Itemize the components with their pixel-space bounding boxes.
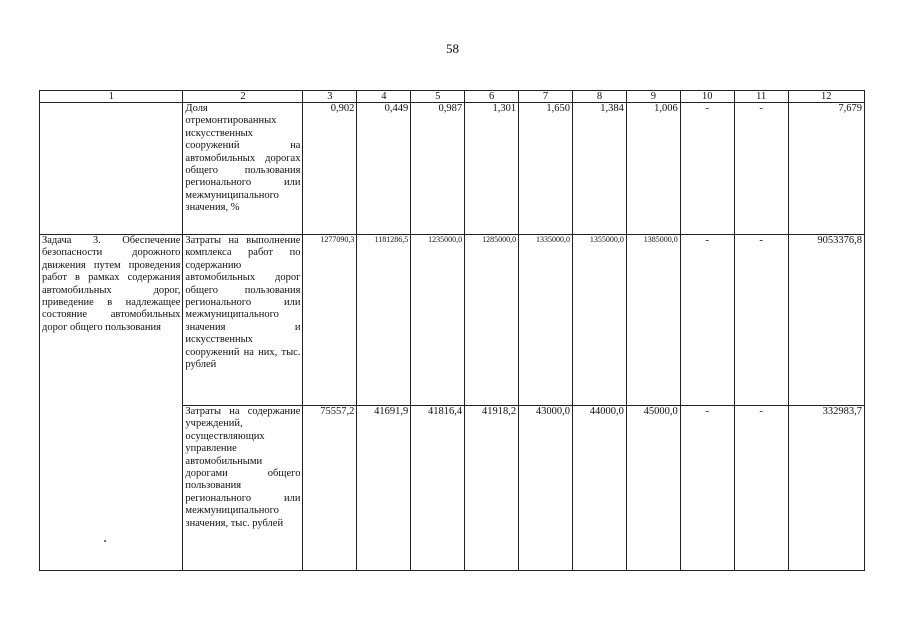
task-cell	[40, 103, 183, 235]
value-cell: 1385000,0	[626, 235, 680, 406]
value-cell: -	[734, 406, 788, 571]
value-cell: 44000,0	[572, 406, 626, 571]
header-cell: 2	[183, 91, 303, 103]
header-cell: 7	[519, 91, 573, 103]
value-cell: 1285000,0	[465, 235, 519, 406]
value-cell: 41918,2	[465, 406, 519, 571]
header-cell: 10	[680, 91, 734, 103]
value-cell: 1355000,0	[572, 235, 626, 406]
task-cell: Задача 3. Обеспечение безопасности дорожного движения путем проведения работ в рамках содержания автомобильных дорог, приведение в надлежащее состояние автомобильных дорог общего пользования	[40, 235, 183, 406]
value-cell: -	[734, 103, 788, 235]
header-row	[40, 91, 865, 103]
value-cell: -	[680, 406, 734, 571]
scan-speck	[104, 540, 106, 542]
header-cell: 4	[357, 91, 411, 103]
indicator-cell: Затраты на выполнение комплекса работ по содержанию автомобильных дорог общего пользования регионального или межмуниципального значения и искусственных сооружений на них, тыс. рублей	[183, 235, 303, 406]
indicator-cell: Затраты на содержание учреждений, осуществляющих управление автомобильными дорогами общего пользования регионального или межмуниципального значения, тыс. рублей	[183, 406, 303, 571]
budget-table	[39, 90, 865, 571]
table-row	[40, 103, 865, 235]
header-cell: 8	[572, 91, 626, 103]
header-cell: 9	[626, 91, 680, 103]
value-cell: 0,449	[357, 103, 411, 235]
value-cell: 1,006	[626, 103, 680, 235]
value-cell: 41691,9	[357, 406, 411, 571]
total-cell: 332983,7	[788, 406, 864, 571]
header-cell: 6	[465, 91, 519, 103]
table-row	[40, 235, 865, 406]
value-cell: 41816,4	[411, 406, 465, 571]
task-cell	[40, 406, 183, 571]
value-cell: 0,987	[411, 103, 465, 235]
header-cell: 5	[411, 91, 465, 103]
value-cell: 1235000,0	[411, 235, 465, 406]
value-cell: 0,902	[303, 103, 357, 235]
total-cell: 9053376,8	[788, 235, 864, 406]
value-cell: 1,301	[465, 103, 519, 235]
value-cell: -	[734, 235, 788, 406]
header-cell: 11	[734, 91, 788, 103]
value-cell: 45000,0	[626, 406, 680, 571]
header-cell: 3	[303, 91, 357, 103]
indicator-cell: Доля отремонтированных искусственных сооружений на автомобильных дорогах общего пользования регионального или межмуниципального значения, %	[183, 103, 303, 235]
table-row	[40, 406, 865, 571]
value-cell: 1335000,0	[519, 235, 573, 406]
value-cell: 75557,2	[303, 406, 357, 571]
value-cell: 43000,0	[519, 406, 573, 571]
value-cell: -	[680, 103, 734, 235]
value-cell: 1,650	[519, 103, 573, 235]
header-cell: 1	[40, 91, 183, 103]
value-cell: 1,384	[572, 103, 626, 235]
total-cell: 7,679	[788, 103, 864, 235]
value-cell: -	[680, 235, 734, 406]
header-cell: 12	[788, 91, 864, 103]
page-number: 58	[446, 41, 459, 56]
value-cell: 1277090,3	[303, 235, 357, 406]
value-cell: 1181286,5	[357, 235, 411, 406]
